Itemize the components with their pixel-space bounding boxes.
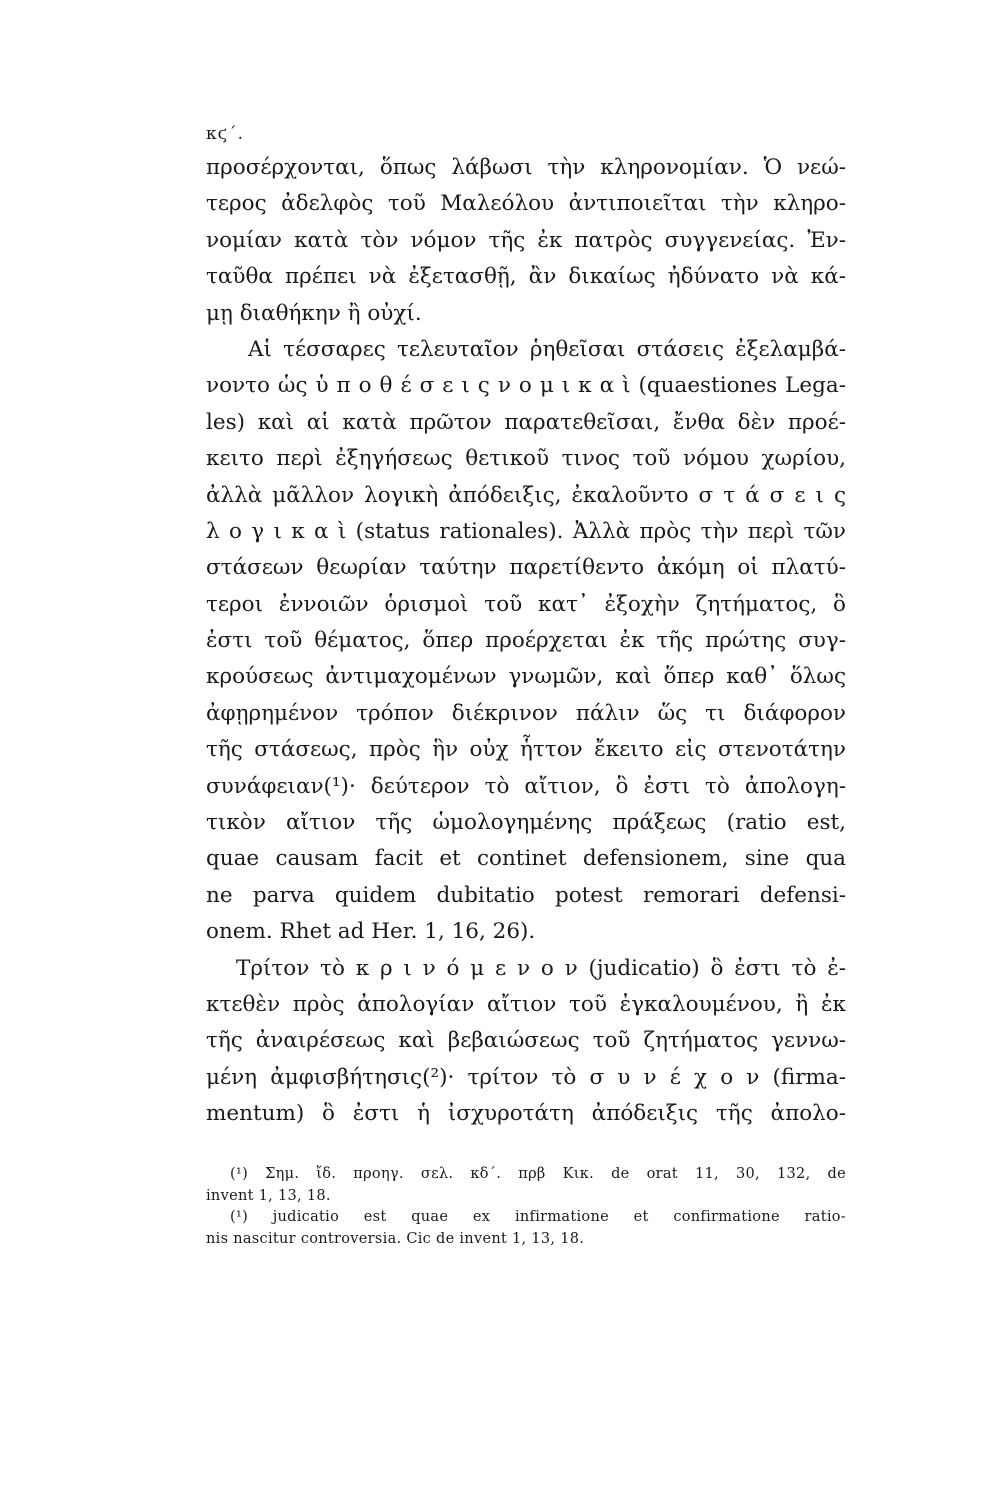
text-line: ἀφῃρημένον τρόπον διέκρινον πάλιν ὥς τι διάφορον xyxy=(206,700,846,726)
footnote-line: nis nascitur controversia. Cic de invent 1, 13, 18. xyxy=(206,1230,585,1247)
text-line: μῃ διαθήκην ἢ οὐχί. xyxy=(206,300,422,326)
footnote-line: (¹) judicatio est quae ex infirmatione et confirmatione ratio- xyxy=(230,1209,846,1225)
paragraph-start-line: Τρίτον τὸ κ ρ ι ν ό μ ε ν ο ν (judicatio) ὃ ἐστι τὸ ἐ- xyxy=(236,955,846,981)
text-line: συνάφειαν(¹)· δεύτερον τὸ αἴτιον, ὃ ἐστι τὸ ἀπολογη- xyxy=(206,773,846,799)
text-line: τῆς στάσεως, πρὸς ἣν οὐχ ἧττον ἔκειτο εἰς στενοτάτην xyxy=(206,737,846,763)
text-line: ne parva quidem dubitatio potest remorari defensi- xyxy=(206,882,846,908)
text-line: λ ο γ ι κ α ὶ (status rationales). Ἀλλὰ πρὸς τὴν περὶ τῶν xyxy=(206,518,846,544)
text-line: νομίαν κατὰ τὸν νόμον τῆς ἐκ πατρὸς συγγενείας. Ἐν- xyxy=(206,227,846,253)
text-line: στάσεων θεωρίαν ταύτην παρετίθεντο ἀκόμη οἱ πλατύ- xyxy=(206,555,846,581)
text-line: νοντο ὡς ὑ π ο θ έ σ ε ι ς ν ο μ ι κ α ὶ (quaestiones Lega- xyxy=(206,373,846,399)
text-line: ταῦθα πρέπει νὰ ἐξετασθῇ, ἂν δικαίως ἠδύνατο νὰ κά- xyxy=(206,264,846,290)
footnotes xyxy=(206,1164,846,1250)
text-line: τῆς ἀναιρέσεως καὶ βεβαιώσεως τοῦ ζητήματος γεννω- xyxy=(206,1028,846,1054)
paragraph-start-line: Αἱ τέσσαρες τελευταῖον ῥηθεῖσαι στάσεις ἐξελαμβά- xyxy=(248,336,846,362)
body-text xyxy=(206,150,846,1133)
text-line: mentum) ὃ ἐστι ἡ ἰσχυροτάτη ἀπόδειξις τῆς ἀπολο- xyxy=(206,1101,846,1127)
text-line: κτεθὲν πρὸς ἀπολογίαν αἴτιον τοῦ ἐγκαλουμένου, ἢ ἐκ xyxy=(206,991,846,1017)
footnote-line: invent 1, 13, 18. xyxy=(206,1187,331,1204)
text-line: κειτο περὶ ἐξηγήσεως θετικοῦ τινος τοῦ νόμου χωρίου, xyxy=(206,446,846,472)
text-line: τερος ἀδελφὸς τοῦ Μαλεόλου ἀντιποιεῖται τὴν κληρο- xyxy=(206,191,846,217)
text-line: quae causam facit et continet defensionem, sine qua xyxy=(206,846,846,872)
footnote-line: (¹) Σημ. ἴδ. προηγ. σελ. κδ΄. πρβ Κικ. de orat 11, 30, 132, de xyxy=(230,1166,846,1182)
text-line: προσέρχονται, ὅπως λάβωσι τὴν κληρονομίαν. Ὁ νεώ- xyxy=(206,155,846,180)
text-line: ἀλλὰ μᾶλλον λογικὴ ἀπόδειξις, ἐκαλοῦντο σ τ ά σ ε ι ς xyxy=(206,482,846,508)
text-line: ἐστι τοῦ θέματος, ὅπερ προέρχεται ἐκ τῆς πρώτης συγ- xyxy=(206,628,846,654)
page-number: κϛ΄. xyxy=(206,124,245,144)
text-line: κρούσεως ἀντιμαχομένων γνωμῶν, καὶ ὅπερ καθ᾽ ὅλως xyxy=(206,664,846,690)
text-line: μένη ἀμφισβήτησις(²)· τρίτον τὸ σ υ ν έ χ ο ν (firma- xyxy=(206,1064,846,1090)
text-line: onem. Rhet ad Her. 1, 16, 26). xyxy=(206,919,536,945)
text-line: τικὸν αἴτιον τῆς ὡμολογημένης πράξεως (ratio est, xyxy=(206,810,846,836)
text-line: τεροι ἐννοιῶν ὁρισμοὶ τοῦ κατ᾽ ἐξοχὴν ζητήματος, ὃ xyxy=(206,591,846,617)
text-line: les) καὶ αἱ κατὰ πρῶτον παρατεθεῖσαι, ἔνθα δὲν προέ- xyxy=(206,409,846,435)
